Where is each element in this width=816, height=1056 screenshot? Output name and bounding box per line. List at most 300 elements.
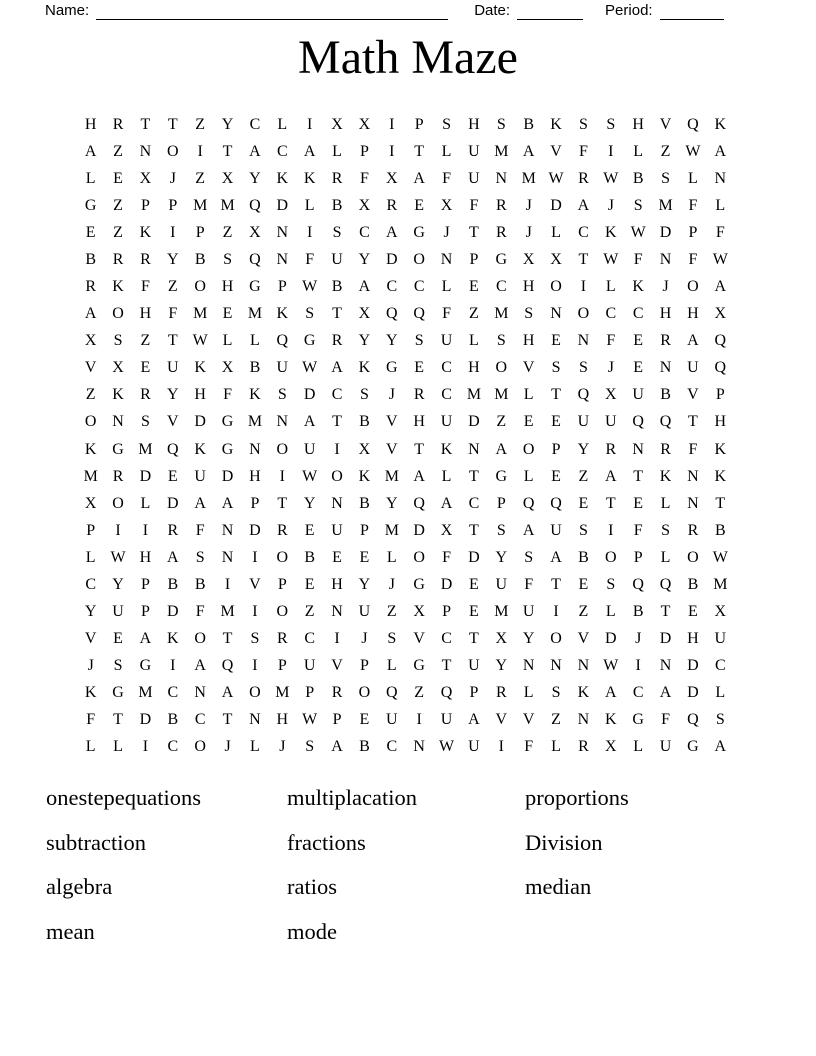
grid-letter-r14c17: L [523, 467, 534, 485]
grid-letter-r3c14: F [442, 169, 452, 187]
grid-letter-r7c3: F [140, 278, 150, 296]
grid-letter-r22c22: A [659, 684, 672, 702]
grid-letter-r8c8: K [276, 305, 289, 323]
grid-letter-r24c2: L [113, 738, 123, 756]
grid-letter-r15c20: T [605, 494, 616, 512]
grid-letter-r2c8: C [276, 142, 288, 160]
grid-letter-r7c17: H [522, 278, 535, 296]
grid-letter-r22c8: M [275, 684, 290, 702]
grid-letter-r8c10: T [332, 305, 342, 323]
grid-letter-r4c6: M [220, 196, 235, 214]
word-empty [525, 910, 770, 955]
grid-letter-r3c2: E [113, 169, 123, 187]
grid-letter-r24c5: O [194, 738, 206, 756]
grid-letter-r24c1: L [85, 738, 96, 756]
grid-letter-r3c19: R [578, 169, 589, 187]
grid-letter-r6c13: O [413, 250, 425, 268]
grid-letter-r15c11: B [359, 494, 370, 512]
grid-letter-r19c3: P [140, 603, 150, 621]
grid-letter-r9c3: Z [140, 332, 151, 350]
grid-letter-r17c8: O [276, 548, 289, 566]
grid-letter-r17c1: L [85, 548, 96, 566]
grid-letter-r18c23: B [687, 575, 699, 593]
grid-letter-r19c8: O [276, 603, 289, 621]
grid-letter-r16c16: S [496, 521, 506, 539]
grid-letter-r17c3: H [139, 548, 152, 566]
grid-letter-r6c15: P [469, 250, 479, 268]
grid-letter-r19c5: F [195, 603, 205, 621]
grid-letter-r15c10: N [331, 494, 343, 512]
grid-letter-r6c19: T [578, 250, 589, 268]
grid-letter-r5c24: F [715, 223, 725, 241]
grid-letter-r9c15: L [469, 332, 479, 350]
grid-letter-r16c10: U [331, 521, 343, 539]
grid-letter-r12c9: A [303, 413, 316, 431]
grid-letter-r18c11: Y [358, 575, 371, 593]
grid-letter-r6c10: U [331, 250, 343, 268]
grid-letter-r14c14: L [441, 467, 452, 485]
grid-letter-r7c2: K [112, 278, 124, 296]
grid-letter-r13c13: T [414, 440, 425, 458]
grid-letter-r13c3: M [138, 440, 153, 458]
grid-letter-r8c14: F [442, 305, 452, 323]
grid-letter-r3c11: F [359, 169, 369, 187]
grid-letter-r6c14: N [440, 250, 453, 268]
grid-letter-r1c1: H [84, 115, 97, 133]
grid-letter-r10c20: J [607, 359, 614, 377]
grid-letter-r14c2: R [112, 467, 124, 485]
grid-letter-r23c23: Q [687, 711, 699, 729]
grid-letter-r9c2: S [113, 332, 123, 350]
grid-letter-r17c14: F [442, 548, 452, 566]
grid-letter-r3c1: L [85, 169, 96, 187]
grid-letter-r6c24: W [712, 250, 728, 268]
grid-letter-r18c12: J [388, 575, 395, 593]
grid-letter-r13c2: G [112, 440, 124, 458]
grid-letter-r9c8: Q [276, 332, 289, 350]
grid-letter-r11c15: M [466, 386, 482, 404]
grid-letter-r13c4: Q [167, 440, 179, 458]
word-proportions: proportions [525, 785, 629, 810]
grid-letter-r17c4: A [167, 548, 179, 566]
grid-letter-r20c15: T [469, 630, 479, 648]
grid-letter-r17c7: I [252, 548, 258, 566]
word-multiplacation: multiplacation [287, 785, 417, 810]
grid-letter-r24c21: L [633, 738, 644, 756]
grid-letter-r20c14: C [441, 630, 452, 648]
grid-letter-r24c4: C [167, 738, 179, 756]
grid-letter-r2c14: L [441, 142, 452, 160]
grid-letter-r6c18: X [550, 250, 562, 268]
grid-letter-r10c22: N [659, 359, 672, 377]
grid-letter-r17c17: S [524, 548, 534, 566]
grid-letter-r22c7: O [249, 684, 261, 702]
grid-letter-r4c12: R [386, 196, 398, 214]
grid-letter-r1c8: L [277, 115, 288, 133]
grid-letter-r17c19: B [578, 548, 589, 566]
grid-letter-r7c6: H [221, 278, 234, 296]
grid-letter-r5c16: R [495, 223, 507, 241]
grid-letter-r20c13: V [413, 630, 425, 648]
grid-letter-r21c12: L [386, 657, 397, 675]
grid-letter-r16c23: R [687, 521, 699, 539]
grid-letter-r18c22: Q [659, 575, 672, 593]
grid-letter-r5c13: G [413, 223, 425, 241]
grid-letter-r24c13: N [413, 738, 425, 756]
grid-letter-r5c18: L [551, 223, 561, 241]
grid-letter-r21c17: N [522, 657, 535, 675]
grid-letter-r9c13: S [414, 332, 424, 350]
grid-letter-r3c13: A [413, 169, 425, 187]
grid-letter-r20c8: R [276, 630, 288, 648]
grid-letter-r6c6: S [223, 250, 233, 268]
word-mode: mode [287, 918, 337, 944]
grid-letter-r15c6: A [221, 494, 234, 512]
grid-letter-r20c6: T [222, 630, 233, 648]
grid-letter-r18c5: B [194, 575, 206, 593]
grid-letter-r9c16: S [496, 332, 506, 350]
grid-letter-r21c23: D [687, 657, 699, 675]
grid-letter-r4c18: D [550, 196, 562, 214]
grid-letter-r12c18: E [551, 413, 561, 431]
grid-letter-r7c22: J [662, 278, 669, 296]
grid-letter-r18c1: C [85, 575, 97, 593]
grid-letter-r21c5: A [194, 657, 206, 675]
period-label: Period: [605, 2, 653, 19]
grid-letter-r16c7: D [249, 521, 261, 539]
grid-letter-r15c22: L [660, 494, 671, 512]
grid-letter-r10c12: G [386, 359, 398, 377]
grid-letter-r12c11: B [359, 413, 370, 431]
grid-letter-r5c11: C [359, 223, 370, 241]
grid-letter-r20c7: S [250, 630, 260, 648]
grid-letter-r4c16: R [495, 196, 507, 214]
grid-letter-r4c24: L [715, 196, 726, 214]
grid-letter-r16c24: B [714, 521, 726, 539]
grid-letter-r23c10: P [332, 711, 342, 729]
grid-letter-r13c9: U [303, 440, 316, 458]
grid-letter-r5c17: J [525, 223, 532, 241]
grid-letter-r4c13: E [414, 196, 425, 214]
grid-letter-r3c22: S [661, 169, 671, 187]
grid-letter-r23c9: W [302, 711, 318, 729]
grid-letter-r5c22: D [659, 223, 672, 241]
grid-letter-r23c1: F [86, 711, 96, 729]
grid-letter-r17c21: P [633, 548, 643, 566]
grid-letter-r19c4: D [167, 603, 179, 621]
grid-letter-r4c10: B [331, 196, 343, 214]
word-ratios: ratios [287, 874, 337, 899]
grid-letter-r16c12: M [384, 521, 399, 539]
grid-letter-r16c11: P [359, 521, 369, 539]
grid-letter-r19c13: X [413, 603, 425, 621]
grid-letter-r5c5: P [195, 223, 205, 241]
grid-letter-r1c6: Y [221, 115, 234, 133]
grid-letter-r1c16: S [496, 115, 506, 133]
grid-letter-r14c1: M [83, 467, 98, 485]
grid-letter-r2c10: L [332, 142, 342, 160]
grid-letter-r20c1: V [84, 630, 97, 648]
grid-letter-r22c15: P [469, 684, 479, 702]
grid-letter-r11c3: R [140, 386, 151, 404]
grid-letter-r21c6: Q [221, 657, 234, 675]
grid-letter-r21c3: G [139, 657, 152, 675]
word-mean: mean [46, 918, 95, 944]
grid-letter-r23c7: N [249, 711, 261, 729]
word-division: Division [525, 829, 603, 855]
grid-letter-r14c22: K [659, 467, 672, 485]
grid-letter-r5c12: A [386, 223, 398, 241]
grid-letter-r9c11: Y [358, 332, 371, 350]
grid-letter-r10c15: H [468, 359, 480, 377]
grid-letter-r2c16: M [494, 142, 509, 160]
grid-letter-r7c24: A [714, 278, 727, 296]
grid-letter-r11c21: U [632, 386, 644, 404]
grid-letter-r10c13: E [414, 359, 425, 377]
grid-letter-r19c21: B [632, 603, 644, 621]
grid-letter-r7c23: O [687, 278, 699, 296]
grid-letter-r1c23: Q [687, 115, 699, 133]
grid-letter-r23c24: S [715, 711, 725, 729]
grid-letter-r11c20: X [605, 386, 617, 404]
grid-letter-r2c22: Z [660, 142, 671, 160]
grid-letter-r5c15: T [469, 223, 479, 241]
grid-letter-r15c1: X [84, 494, 97, 512]
grid-letter-r16c15: T [469, 521, 479, 539]
grid-letter-r9c1: X [84, 332, 97, 350]
grid-letter-r4c11: X [358, 196, 371, 214]
grid-letter-r2c20: I [608, 142, 614, 160]
grid-letter-r2c18: V [550, 142, 562, 160]
grid-letter-r9c20: F [606, 332, 616, 350]
grid-letter-r7c19: I [580, 278, 587, 296]
grid-letter-r17c10: E [332, 548, 342, 566]
grid-letter-r2c13: T [414, 142, 425, 160]
grid-letter-r9c14: U [440, 332, 453, 350]
grid-letter-r17c23: O [687, 548, 699, 566]
grid-letter-r1c5: Z [195, 115, 206, 133]
grid-letter-r7c16: C [495, 278, 507, 296]
grid-letter-r2c12: I [389, 142, 395, 160]
grid-letter-r13c7: N [249, 440, 261, 458]
grid-letter-r10c1: V [84, 359, 97, 377]
grid-letter-r24c8: J [279, 738, 286, 756]
grid-letter-r11c19: Q [577, 386, 590, 404]
grid-letter-r10c17: V [522, 359, 535, 377]
grid-letter-r15c2: O [112, 494, 124, 512]
grid-letter-r24c10: A [331, 738, 343, 756]
grid-letter-r4c14: X [440, 196, 453, 214]
grid-letter-r10c23: U [687, 359, 699, 377]
grid-letter-r13c18: P [551, 440, 561, 458]
grid-letter-r13c16: A [495, 440, 508, 458]
grid-letter-r16c20: I [608, 521, 614, 539]
grid-letter-r1c3: T [140, 115, 151, 133]
grid-letter-r6c4: Y [167, 250, 179, 268]
grid-letter-r4c5: M [193, 196, 208, 214]
grid-letter-r3c3: X [139, 169, 152, 187]
grid-letter-r12c6: G [221, 413, 234, 431]
grid-letter-r19c22: T [660, 603, 671, 621]
grid-letter-r8c15: Z [469, 305, 479, 323]
grid-letter-r22c14: Q [440, 684, 453, 702]
grid-letter-r10c11: K [358, 359, 371, 377]
grid-letter-r23c21: G [632, 711, 644, 729]
grid-letter-r12c22: Q [659, 413, 672, 431]
grid-letter-r21c4: I [170, 657, 176, 675]
grid-letter-r17c5: S [195, 548, 205, 566]
grid-letter-r18c10: H [331, 575, 343, 593]
grid-letter-r10c3: E [140, 359, 151, 377]
grid-letter-r9c5: W [192, 332, 208, 350]
grid-letter-r1c4: T [167, 115, 178, 133]
grid-letter-r11c16: M [494, 386, 509, 404]
grid-letter-r24c12: C [386, 738, 398, 756]
grid-letter-r3c12: X [386, 169, 398, 187]
grid-letter-r3c6: X [221, 169, 234, 187]
grid-letter-r19c16: M [494, 603, 509, 621]
grid-letter-r16c2: I [115, 521, 121, 539]
grid-letter-r18c4: B [167, 575, 179, 593]
grid-letter-r11c23: V [687, 386, 699, 404]
grid-letter-r16c18: U [550, 521, 562, 539]
grid-letter-r2c23: W [685, 142, 701, 160]
grid-letter-r4c22: M [658, 196, 673, 214]
grid-letter-r13c5: K [194, 440, 206, 458]
grid-letter-r24c11: B [359, 738, 370, 756]
grid-letter-r7c5: O [194, 278, 206, 296]
grid-letter-r10c19: S [578, 359, 588, 377]
grid-letter-r24c17: F [524, 738, 534, 756]
grid-letter-r19c15: E [469, 603, 479, 621]
grid-letter-r15c8: T [277, 494, 288, 512]
grid-letter-r16c17: A [522, 521, 535, 539]
grid-letter-r1c18: K [550, 115, 562, 133]
grid-letter-r1c21: H [632, 115, 644, 133]
grid-letter-r22c20: A [605, 684, 617, 702]
grid-letter-r9c17: H [522, 332, 535, 350]
grid-letter-r9c4: T [167, 332, 178, 350]
grid-letter-r2c15: U [468, 142, 480, 160]
grid-letter-r19c19: Z [578, 603, 589, 621]
grid-letter-r8c17: S [524, 305, 534, 323]
date-blank-line [517, 4, 583, 20]
grid-letter-r12c19: U [577, 413, 590, 431]
grid-letter-r4c9: L [304, 196, 315, 214]
grid-letter-r8c21: C [632, 305, 644, 323]
grid-letter-r8c19: O [577, 305, 590, 323]
grid-letter-r3c24: N [714, 169, 727, 187]
grid-letter-r12c10: T [332, 413, 342, 431]
grid-letter-r20c17: Y [522, 630, 535, 648]
grid-letter-r24c24: A [714, 738, 727, 756]
grid-letter-r19c7: I [252, 603, 258, 621]
grid-letter-r24c7: L [250, 738, 260, 756]
grid-letter-r18c9: E [304, 575, 315, 593]
grid-letter-r11c5: H [194, 386, 206, 404]
grid-letter-r8c12: Q [386, 305, 398, 323]
grid-letter-r15c3: L [140, 494, 151, 512]
grid-letter-r1c11: X [358, 115, 371, 133]
grid-letter-r12c23: T [688, 413, 698, 431]
grid-letter-r24c22: U [659, 738, 672, 756]
grid-letter-r18c18: T [551, 575, 561, 593]
grid-letter-r4c21: S [633, 196, 643, 214]
name-label: Name: [45, 2, 90, 19]
grid-letter-r8c1: A [84, 305, 97, 323]
grid-letter-r2c11: P [359, 142, 369, 160]
grid-letter-r17c13: O [413, 548, 425, 566]
grid-letter-r4c20: J [607, 196, 614, 214]
grid-letter-r1c24: K [714, 115, 727, 133]
period-blank-line [660, 4, 724, 20]
grid-letter-r8c3: H [139, 305, 152, 323]
grid-letter-r10c8: U [276, 359, 289, 377]
grid-letter-r13c1: K [84, 440, 97, 458]
grid-letter-r24c18: L [551, 738, 561, 756]
grid-letter-r18c19: E [578, 575, 589, 593]
grid-letter-r14c5: U [194, 467, 206, 485]
grid-letter-r3c23: L [688, 169, 698, 187]
grid-letter-r4c3: P [140, 196, 150, 214]
grid-letter-r8c23: H [687, 305, 699, 323]
grid-letter-r11c22: B [660, 386, 671, 404]
grid-letter-r2c4: O [167, 142, 179, 160]
grid-letter-r4c17: J [525, 196, 532, 214]
grid-letter-r10c5: K [194, 359, 206, 377]
grid-letter-r8c16: M [494, 305, 509, 323]
letter-grid [77, 111, 734, 761]
grid-letter-r2c19: F [578, 142, 588, 160]
grid-letter-r6c22: N [659, 250, 672, 268]
grid-letter-r22c10: R [331, 684, 343, 702]
grid-letter-r22c17: L [523, 684, 534, 702]
grid-letter-r17c6: N [221, 548, 234, 566]
grid-letter-r1c10: X [331, 115, 343, 133]
grid-letter-r3c17: M [521, 169, 536, 187]
grid-letter-r17c22: L [660, 548, 671, 566]
grid-letter-r19c1: Y [84, 603, 97, 621]
grid-letter-r15c13: Q [413, 494, 425, 512]
grid-letter-r12c14: U [440, 413, 453, 431]
grid-letter-r5c3: K [139, 223, 152, 241]
grid-letter-r18c7: V [249, 575, 261, 593]
grid-letter-r22c16: R [495, 684, 507, 702]
grid-letter-r22c13: Z [414, 684, 425, 702]
grid-letter-r2c6: T [222, 142, 233, 160]
grid-letter-r6c11: Y [358, 250, 371, 268]
grid-letter-r8c20: C [605, 305, 617, 323]
grid-letter-r23c8: H [276, 711, 289, 729]
grid-letter-r9c24: Q [714, 332, 727, 350]
grid-letter-r18c16: U [495, 575, 508, 593]
grid-letter-r14c7: H [249, 467, 261, 485]
grid-letter-r19c24: X [714, 603, 727, 621]
grid-letter-r10c10: A [331, 359, 343, 377]
grid-letter-r20c22: D [659, 630, 672, 648]
grid-letter-r20c20: D [605, 630, 617, 648]
grid-letter-r16c21: F [633, 521, 643, 539]
grid-letter-r24c15: U [468, 738, 480, 756]
grid-letter-r3c7: Y [249, 169, 261, 187]
grid-letter-r19c17: U [522, 603, 535, 621]
grid-letter-r14c16: G [495, 467, 508, 485]
grid-letter-r20c5: O [194, 630, 206, 648]
grid-letter-r2c9: A [303, 142, 316, 160]
grid-letter-r17c2: W [110, 548, 126, 566]
grid-letter-r10c9: W [302, 359, 318, 377]
grid-letter-r18c14: D [440, 575, 453, 593]
